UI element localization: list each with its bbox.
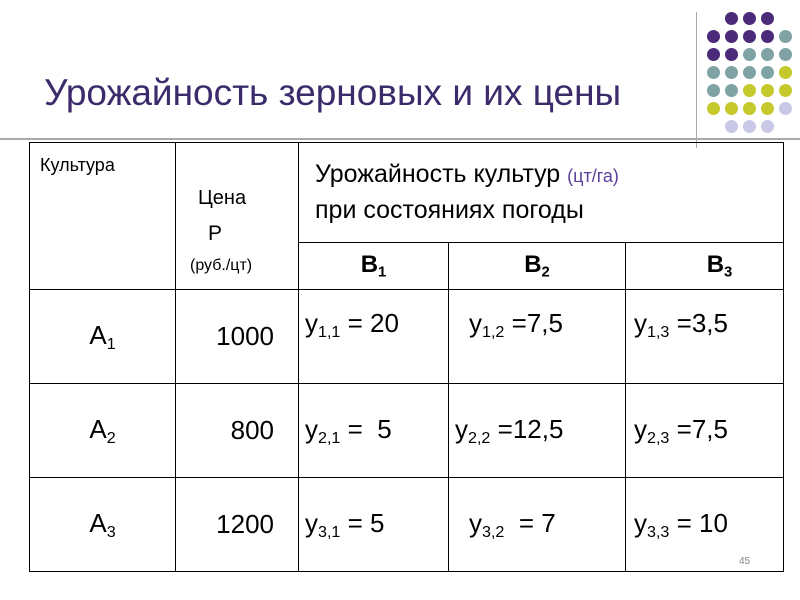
yield-cell: $у_{3,1} = 5$ (299, 478, 449, 572)
decor-dot (761, 30, 774, 43)
header-yield-label: Урожайность культур (315, 160, 561, 188)
decor-dot (779, 84, 792, 97)
decor-dot (761, 120, 774, 133)
decor-dot (743, 12, 756, 25)
decor-dot (707, 66, 720, 79)
header-price-unit: (руб./цт) (190, 257, 253, 274)
title-underline (0, 138, 800, 140)
yield-cell: $у_{1,2} =7,5$ (449, 290, 626, 384)
decor-dot (779, 30, 792, 43)
decor-dot (707, 84, 720, 97)
decor-dot (743, 48, 756, 61)
decor-dot (725, 84, 738, 97)
decor-dot (743, 84, 756, 97)
decor-dot (707, 30, 720, 43)
decor-dot (725, 66, 738, 79)
yield-cell: $у_{2,1} = 5$ (299, 384, 449, 478)
decor-dot (725, 30, 738, 43)
header-culture-label: Культура (40, 155, 115, 175)
decor-dot (779, 48, 792, 61)
price-cell: 1200 (176, 478, 299, 572)
decor-dot (707, 102, 720, 115)
yield-cell: $у_{1,3} =3,5$ (626, 290, 784, 384)
decor-dot (743, 66, 756, 79)
page-number: 45 (739, 556, 751, 567)
table-row (30, 290, 784, 384)
header-yield (299, 143, 784, 243)
decor-dot (761, 84, 774, 97)
header-culture (30, 143, 176, 290)
decor-dot (725, 48, 738, 61)
price-cell: 1000 (176, 290, 299, 384)
header-price-label: Цена (198, 187, 247, 209)
yield-cell: $у_{2,3} =7,5$ (626, 384, 784, 478)
header-yield-sublabel: при состояниях погоды (315, 196, 584, 224)
decor-dot (779, 66, 792, 79)
decor-dot (761, 12, 774, 25)
decor-dot (725, 12, 738, 25)
decor-dot (779, 102, 792, 115)
table-row (30, 478, 784, 572)
decor-dot (707, 48, 720, 61)
yield-cell: $у_{2,2} =12,5$ (449, 384, 626, 478)
decor-dot (743, 120, 756, 133)
decor-dot (725, 120, 738, 133)
header-price (176, 143, 299, 290)
culture-cell: $А_2$ (30, 384, 176, 478)
header-weather-3: $В_3$ (626, 243, 784, 290)
yield-cell: $у_{1,1} = 20$ (299, 290, 449, 384)
decor-dot (725, 102, 738, 115)
header-weather-1: $В_1$ (299, 243, 449, 290)
header-price-symbol: Р (208, 222, 223, 245)
decor-dot (761, 66, 774, 79)
decor-vertical-line (696, 12, 697, 148)
decor-dot (761, 102, 774, 115)
culture-cell: $А_1$ (30, 290, 176, 384)
yield-cell: $у_{3,3} = 10$ (626, 478, 784, 572)
table-row (30, 384, 784, 478)
price-cell: 800 (176, 384, 299, 478)
culture-cell: $А_3$ (30, 478, 176, 572)
slide-title: Урожайность зерновых и их цены (44, 72, 622, 113)
decor-dot (743, 30, 756, 43)
header-weather-2: $В_2$ (449, 243, 626, 290)
header-yield-unit: (цт/га) (567, 166, 619, 186)
decor-dot (761, 48, 774, 61)
decor-dot (743, 102, 756, 115)
yield-cell: $у_{3,2} = 7$ (449, 478, 626, 572)
yield-price-table (29, 142, 784, 572)
